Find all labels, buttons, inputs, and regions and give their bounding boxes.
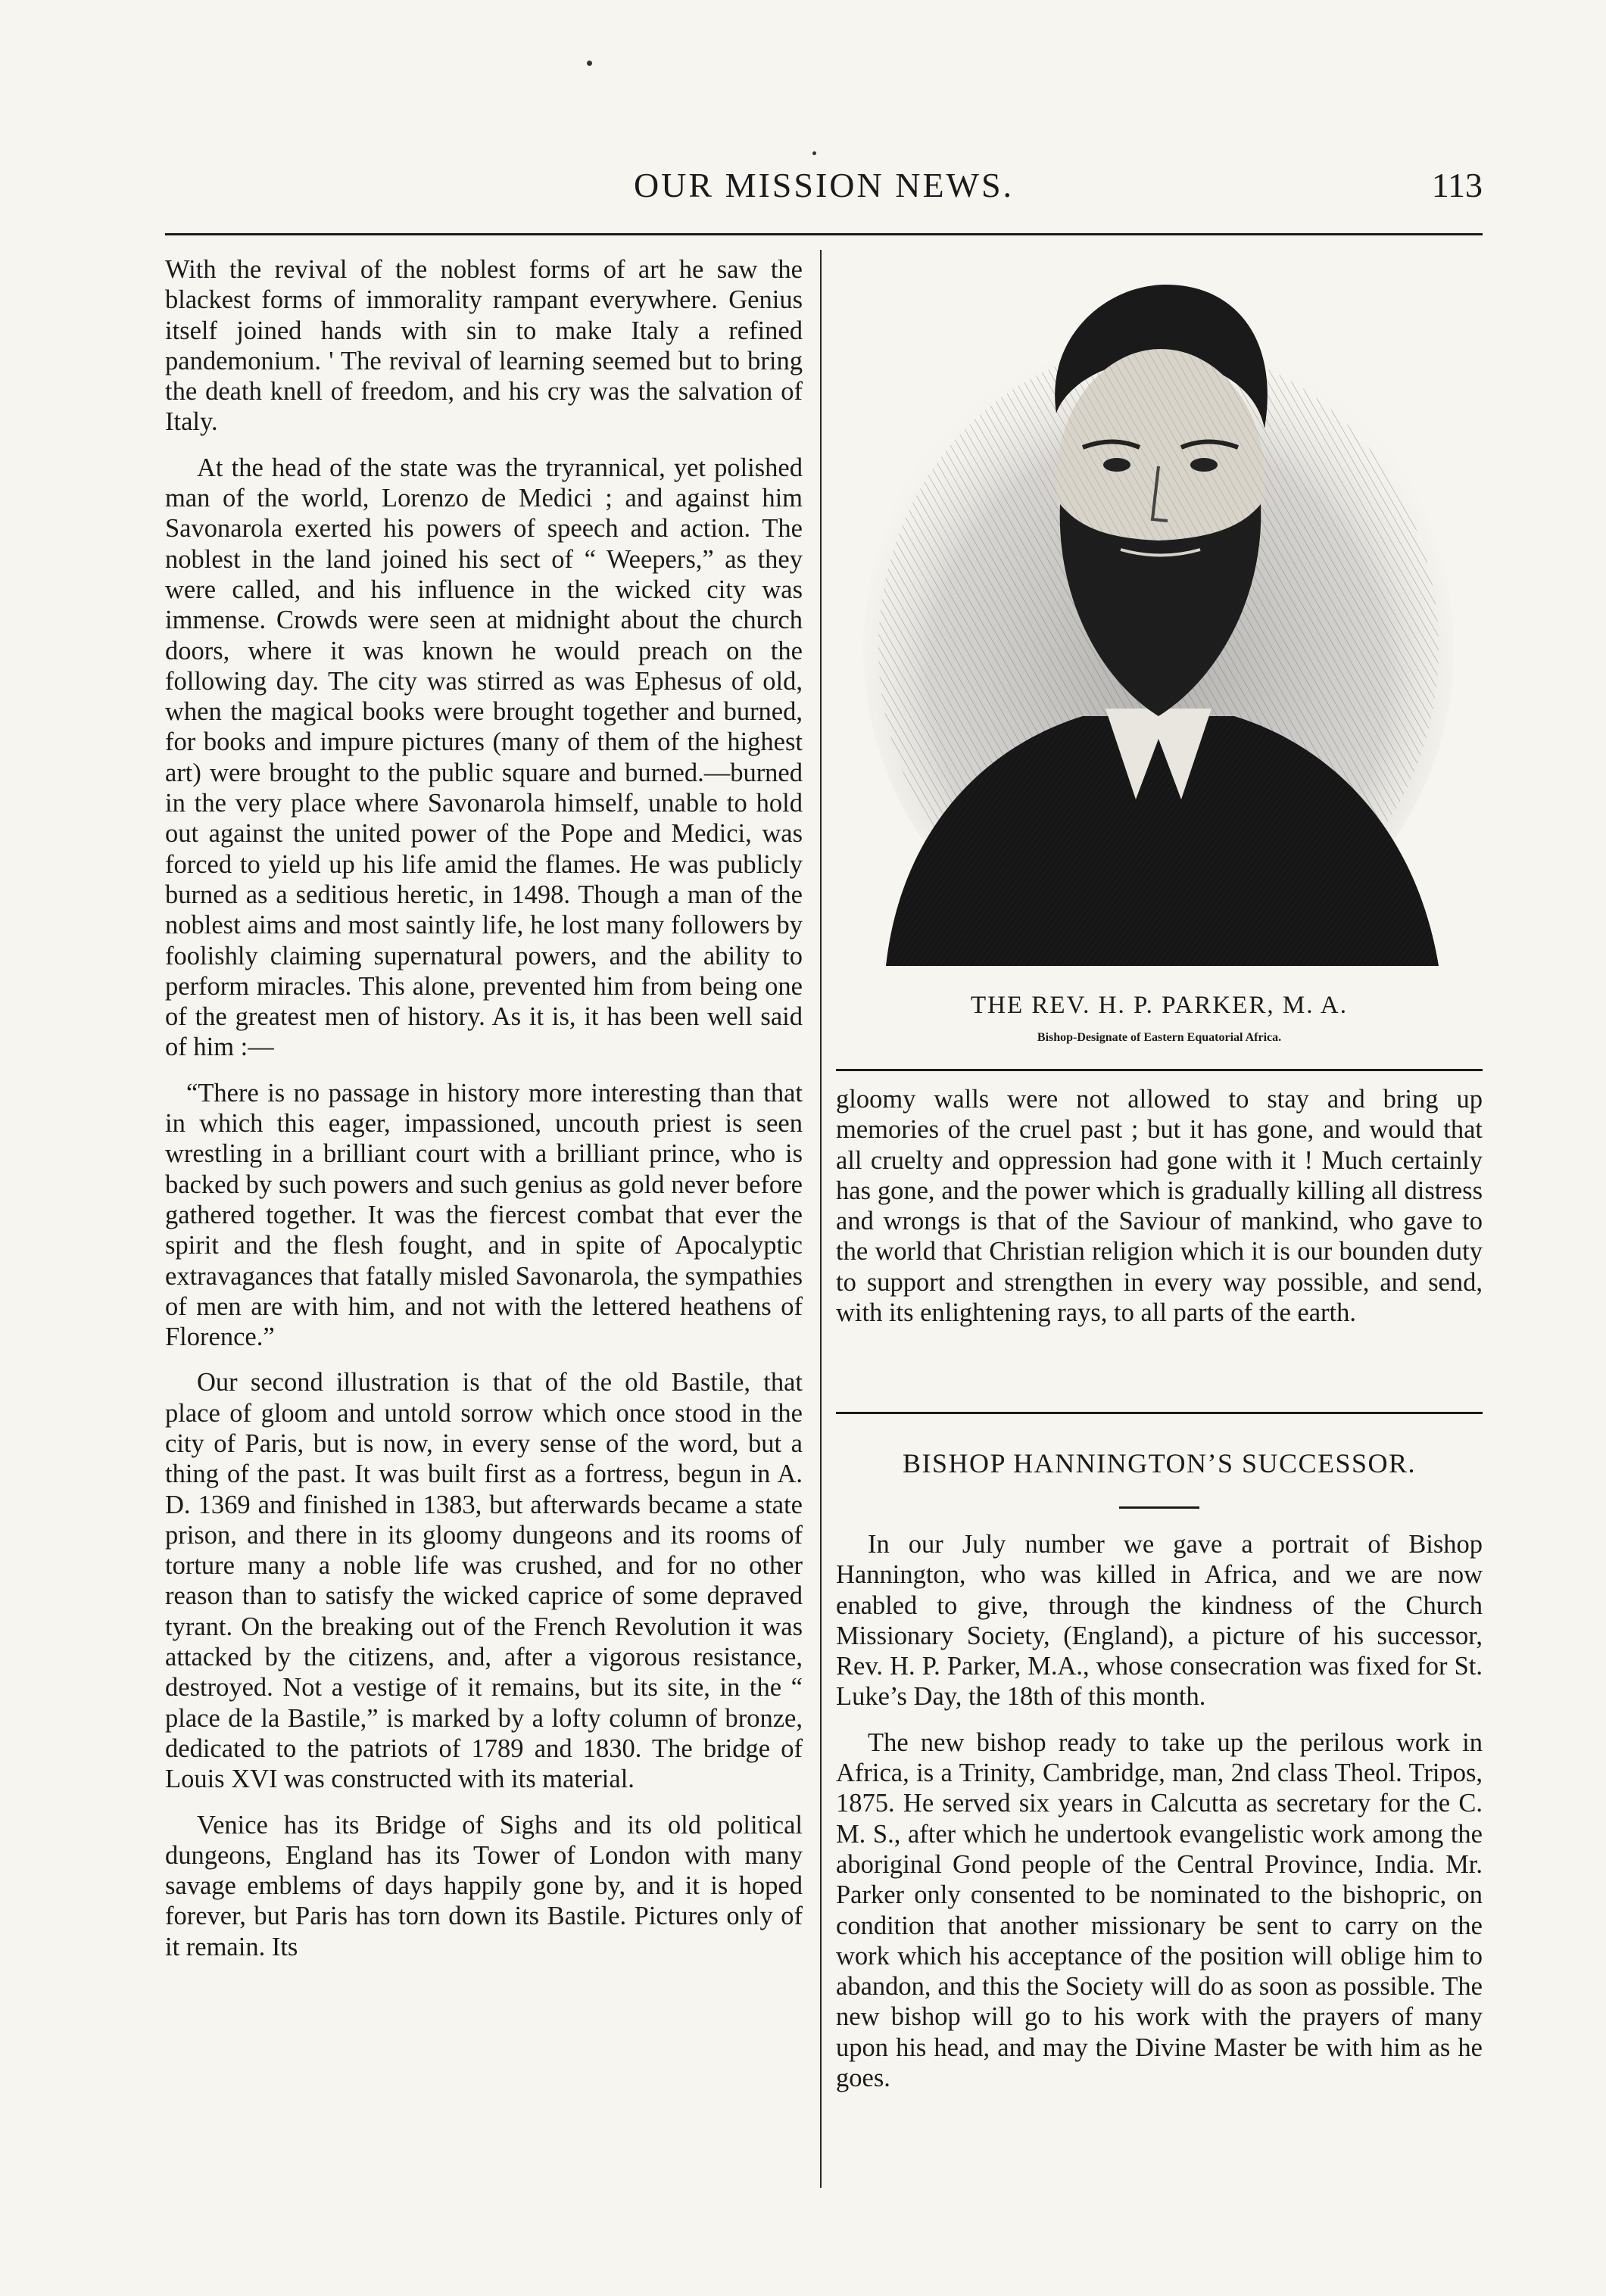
portrait-engraving: [856, 254, 1461, 972]
running-head: [165, 165, 1483, 218]
portrait-subcaption: Bishop-Designate of Eastern Equatorial Africa.: [1037, 1031, 1282, 1044]
running-title: OUR MISSION NEWS.: [633, 166, 1015, 204]
right-column-article: [836, 1529, 1483, 2108]
section-heading: BISHOP HANNINGTON’S SUCCESSOR.: [902, 1448, 1417, 1478]
paragraph: At the head of the state was the tryrannical, yet polished man of the world, Lorenzo de Medici ; and against him Savonarola exerted his powers of speech and action. The noblest in the land joined his sect of “ Weepers,” as they were called, and his influence in the wicked city was immense. Crowds were seen at midnight about the church doors, where it was known he would preach on the following day. The city was stirred as was Ephesus of old, when the magical books were brought together and burned, for books and impure pictures (many of them of the highest art) were brought to the public square and burned.—burned in the very place where Savonarola himself, unable to hold out against the united power of the Pope and Medici, was forced to yield up his life amid the flames. He was publicly burned as a seditious heretic, in 1498. Though a man of the noblest aims and most saintly life, he lost many followers by foolishly claiming supernatural powers, and the ability to perform miracles. This alone, prevented him from being one of the greatest men of history. As it is, it has been well said of him :—: [165, 453, 803, 1062]
paragraph: Our second illustration is that of the old Bastile, that place of gloom and untold sorrow which once stood in the city of Paris, but is now, in every sense of the word, but a thing of the past. It was built first as a fortress, begun in A. D. 1369 and finished in 1383, but afterwards became a state prison, and there in its gloomy dungeons and its rooms of torture many a noble life was crushed, and for no other reason than to satisfy the wicked caprice of some depraved tyrant. On the breaking out of the French Revolution it was attacked by the citizens, and, after a vigorous resistance, destroyed. Not a vestige of it remains, but its site, in the “ place de la Bastile,” is marked by a lofty column of bronze, dedicated to the patriots of 1789 and 1830. The bridge of Louis XVI was constructed with its material.: [165, 1368, 803, 1794]
ink-speck: [587, 61, 592, 66]
left-column: [165, 254, 803, 1977]
quotation: “There is no passage in history more interesting than that in which this eager, impassioned, uncouth priest is seen wrestling in a brilliant court with a brilliant prince, who is backed by such powers and such genius as gold never before gathered together. It was the fiercest combat that ever the spirit and the flesh fought, and in spite of Apocalyptic extravagances that fatally misled Savonarola, the sympathies of men are with him, and not with the lettered heathens of Florence.”: [165, 1078, 803, 1352]
header-rule: [165, 233, 1483, 235]
paragraph: The new bishop ready to take up the perilous work in Africa, is a Trinity, Cambridge, man, 2nd class Theol. Tripos, 1875. He served six years in Calcutta as secretary for the C. M. S., after which he undertook evangelistic work among the aboriginal Gond people of the Central Province, India. Mr. Parker only consented to be nominated to the bishopric, on condition that another missionary be sent to carry on the work which his acceptance of the position will oblige him to abandon, and this the Society will do as soon as possible. The new bishop will go to his work with the prayers of many upon his head, and may the Divine Master be with him as he goes.: [836, 1727, 1483, 2093]
portrait-caption: THE REV. H. P. PARKER, M. A.: [971, 992, 1348, 1019]
caption-rule: [836, 1069, 1483, 1071]
paragraph: With the revival of the noblest forms of art he saw the blackest forms of immorality rampant everywhere. Genius itself joined hands with sin to make Italy a refined pandemonium. ' The revival of learning seemed but to bring the death knell of freedom, and his cry was the salvation of Italy.: [165, 255, 803, 437]
section-rule: [836, 1412, 1483, 1414]
column-divider: [820, 250, 822, 2188]
portrait-image: [856, 254, 1461, 972]
paragraph: gloomy walls were not allowed to stay and bring up memories of the cruel past ; but it has gone, and would that all cruelty and oppression had gone with it ! Much certainly has gone, and the power which is gradually killing all distress and wrongs is that of the Saviour of mankind, who gave to the world that Christian religion which it is our bounden duty to support and strengthen in every way possible, and send, with its enlightening rays, to all parts of the earth.: [836, 1085, 1483, 1328]
ink-speck: [812, 151, 816, 155]
paragraph: Venice has its Bridge of Sighs and its old political dungeons, England has its Tower of London with many savage emblems of days happily gone by, and it is hoped forever, but Paris has torn down its Bastile. Pictures only of it remain. Its: [165, 1810, 803, 1961]
heading-rule: [1119, 1506, 1199, 1509]
right-column-continuation: [836, 1084, 1483, 1343]
page-number: 113: [1431, 166, 1483, 204]
paragraph: In our July number we gave a portrait of Bishop Hannington, who was killed in Africa, and we are now enabled to give, through the kindness of the Church Missionary Society, (England), a picture of his successor, Rev. H. P. Parker, M.A., whose consecration was fixed for St. Luke’s Day, the 18th of this month.: [836, 1530, 1483, 1712]
